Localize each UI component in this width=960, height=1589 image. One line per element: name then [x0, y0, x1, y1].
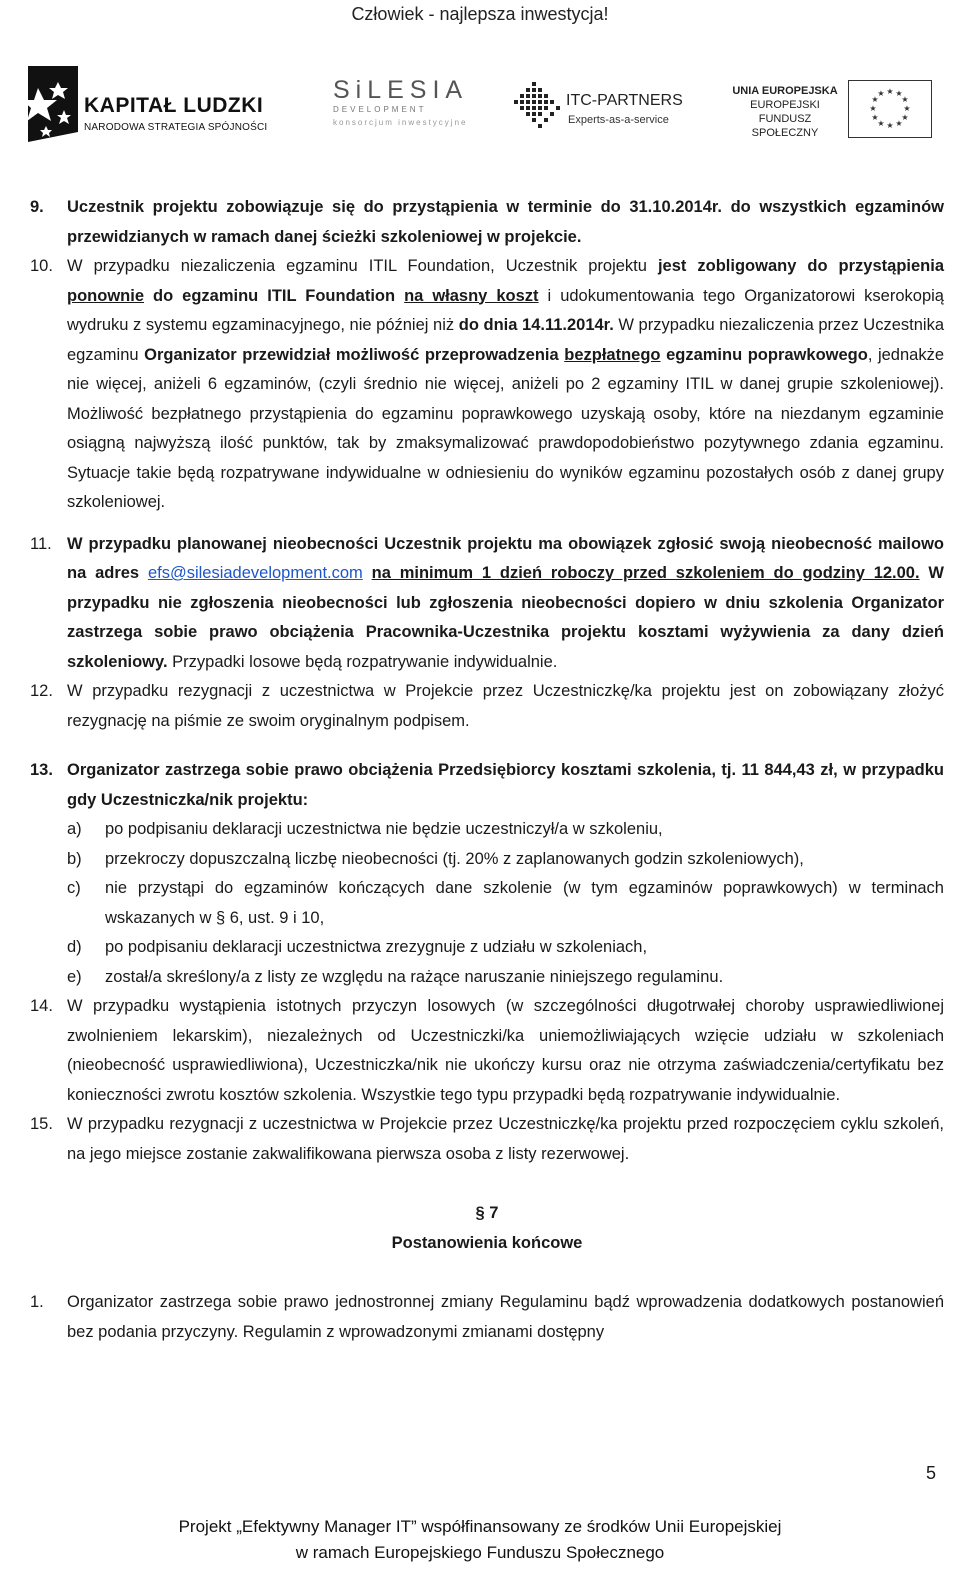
- text-segment: i udokumentowania tego Organizatorowi kserokopią wydruku z systemu egzaminacyjnego, nie później niż: [67, 286, 944, 334]
- footer-line2: w ramach Europejskiego Funduszu Społecznego: [295, 1543, 665, 1562]
- paragraph-number: 14.: [30, 997, 53, 1015]
- section-number: § 7: [475, 1204, 499, 1222]
- page-number: 5: [926, 1463, 937, 1483]
- page-header-title: Człowiek - najlepsza inwestycja!: [351, 4, 609, 24]
- underlined-bold-segment: na własny koszt: [404, 286, 539, 305]
- list-item-text: przekroczy dopuszczalną liczbę nieobecności (tj. 20% z zaplanowanych godzin szkoleniowych),: [105, 849, 804, 868]
- paragraph-text: W przypadku rezygnacji z uczestnictwa w Projekcie przez Uczestniczkę/ka projektu jest on zobowiązany złożyć rezygnację na piśmie ze swoim oryginalnym podpisem.: [67, 682, 944, 730]
- paragraph-10: [30, 252, 944, 518]
- list-item-text: po podpisaniu deklaracji uczestnictwa nie będzie uczestniczył/a w szkoleniu,: [105, 820, 663, 838]
- svg-text:★: ★: [903, 104, 911, 113]
- paragraph-text: W przypadku rezygnacji z uczestnictwa w Projekcie przez Uczestniczkę/ka projektu przed rozpoczęciem cyklu szkoleń, na jego miejsce zostanie zakwalifikowana pierwsza osoba z listy rezerwowej.: [67, 1115, 944, 1163]
- list-item-text: po podpisaniu deklaracji uczestnictwa zrezygnuje z udziału w szkoleniach,: [105, 938, 648, 956]
- footer-line1: Projekt „Efektywny Manager IT” współfinansowany ze środków Unii Europejskiej: [178, 1517, 782, 1536]
- bold-segment: do egzaminu ITIL Foundation: [144, 286, 405, 305]
- svg-text:★: ★: [877, 119, 885, 128]
- list-item-label: d): [67, 938, 82, 956]
- bold-segment: Organizator przewidział możliwość przeprowadzenia: [144, 345, 565, 364]
- list-item: [67, 874, 944, 933]
- itc-partners-logo: [510, 78, 710, 138]
- itc-grid-icon: [510, 80, 564, 132]
- logo-bar: [0, 62, 960, 152]
- paragraph-number: 12.: [30, 682, 53, 700]
- text-segment: W przypadku niezaliczenia egzaminu ITIL Foundation, Uczestnik projektu: [67, 257, 658, 275]
- list-item: [67, 933, 944, 963]
- itc-subtitle: Experts-as-a-service: [568, 114, 669, 126]
- email-link[interactable]: efs@silesiadevelopment.com: [147, 564, 363, 582]
- paragraph-number: 11.: [30, 534, 52, 553]
- text-segment: W przypadku niezaliczenia przez Uczestnika egzaminu: [67, 316, 945, 364]
- itc-title: ITC-PARTNERS: [566, 92, 683, 109]
- svg-text:★: ★: [871, 113, 879, 122]
- svg-text:★: ★: [877, 89, 885, 98]
- underlined-bold-segment: na minimum 1 dzień roboczy przed szkoleniem do godziny 12.00.: [371, 564, 920, 582]
- page-footer: [0, 1514, 960, 1566]
- paragraph-text: W przypadku wystąpienia istotnych przyczyn losowych (w szczególności długotrwałej choroby usprawiedliwionej zwolnieniem lekarskim), niezależnych od Uczestniczki/ka uniemożliwiających wzięcie udziału w szkoleniach (nieobecność usprawiedliwiona), Uczestniczka/nik nie ukończy kursu oraz nie otrzyma zaświadczenia/certyfikatu bez konieczności zwrotu kosztów szkolenia. Wszystkie tego typu przypadki będą rozpatrywanie indywidualnie.: [67, 997, 944, 1104]
- svg-text:★: ★: [869, 104, 877, 113]
- svg-text:★: ★: [871, 95, 879, 104]
- eu-flag-icon: [848, 80, 932, 138]
- svg-text:★: ★: [886, 121, 894, 130]
- bold-segment: do dnia 14.11.2014r.: [458, 316, 614, 334]
- bold-segment: jest zobligowany do przystąpienia: [657, 257, 944, 275]
- paragraph-number: 9.: [30, 198, 44, 216]
- eu-line2: EUROPEJSKI: [750, 99, 820, 111]
- svg-text:★: ★: [886, 87, 894, 96]
- svg-text:★: ★: [901, 95, 909, 104]
- paragraph-12: [30, 677, 944, 736]
- section-title: Postanowienia końcowe: [391, 1233, 583, 1252]
- silesia-subtitle: DEVELOPMENT: [333, 105, 427, 114]
- list-item-label: a): [67, 820, 82, 838]
- paragraph-13: [30, 756, 944, 992]
- silesia-tagline: konsorcjum inwestycyjne: [333, 118, 468, 127]
- svg-text:★: ★: [895, 89, 903, 98]
- bold-segment: Organizator zastrzega sobie prawo obciążenia Przedsiębiorcy kosztami szkolenia, tj. 11 844,43 zł, w przypadku gdy Uczestniczka/nik projektu:: [67, 761, 944, 809]
- bold-segment: W przypadku nie zgłoszenia nieobecności lub zgłoszenia nieobecności dopiero w dniu szkolenia Organizator zastrzega sobie prawo obciążenia Pracownika-Uczestnika projektu kosztami wyżywienia za dany dzień szkoleniowy.: [67, 564, 944, 671]
- list-item-label: c): [67, 879, 81, 897]
- list-item-label: e): [67, 967, 82, 986]
- paragraph-number: 10.: [30, 257, 53, 275]
- paragraph-9: [30, 193, 944, 252]
- underlined-bold-segment: bezpłatnego: [564, 345, 661, 364]
- silesia-logo: [333, 76, 473, 146]
- svg-text:★: ★: [895, 119, 903, 128]
- bold-segment: [363, 564, 372, 582]
- kapital-ludzki-emblem-icon: [24, 66, 82, 142]
- paragraph-number: 13.: [30, 761, 53, 779]
- text-segment: , jednakże nie więcej, aniżeli 6 egzaminów, (czyli średnio nie więcej, aniżeli po 2 egzaminy ITIL w danej grupie szkoleniowej). Możliwość bezpłatnego przystąpienia do egzaminu poprawkowego uzyskają osoby, które na niezdanym egzaminie osiągną najwyższą ilość punktów, tak by zmaksymalizować prawdopodobieństwo pozytywnego zdania egzaminu. Sytuacje takie będą rozpatrywane indywidualne w odniesieniu do wyników egzaminu pozostałych osób z danej grupy szkoleniowej.: [67, 345, 945, 511]
- list-item-label: b): [67, 849, 82, 868]
- eu-line3: FUNDUSZ SPOŁECZNY: [751, 113, 819, 139]
- paragraph-14: [30, 992, 944, 1110]
- silesia-title: SiLESIA: [333, 76, 469, 104]
- paragraph-text: Organizator zastrzega sobie prawo jednostronnej zmiany Regulaminu bądź wprowadzenia dodatkowych postanowień bez podania przyczyny. Regulamin z wprowadzonymi zmianami dostępny: [67, 1293, 944, 1341]
- paragraph-11: [30, 530, 944, 678]
- text-segment: Przypadki losowe będą rozpatrywanie indywidualnie.: [167, 652, 558, 671]
- document-body: [30, 193, 944, 1347]
- underlined-bold-segment: ponownie: [67, 286, 144, 305]
- paragraph-15: [30, 1110, 944, 1169]
- kapital-ludzki-logo: [24, 66, 274, 146]
- list-item: [67, 815, 944, 845]
- bold-segment: W przypadku planowanej nieobecności Uczestnik projektu ma obowiązek zgłosić swoją nieobecność mailowo na adres: [67, 534, 944, 582]
- list-item: [67, 845, 944, 875]
- section7-paragraph-1: [30, 1288, 944, 1347]
- svg-text:★: ★: [901, 113, 909, 122]
- bold-segment: egzaminu poprawkowego: [660, 345, 868, 364]
- list-item-text: został/a skreślony/a z listy ze względu na rażące naruszanie niniejszego regulaminu.: [105, 967, 724, 986]
- paragraph-number: 1.: [30, 1293, 44, 1311]
- list-item: [67, 963, 944, 993]
- kapital-ludzki-subtitle: NARODOWA STRATEGIA SPÓJNOŚCI: [84, 122, 268, 133]
- eu-text: [728, 84, 842, 140]
- paragraph-text: Uczestnik projektu zobowiązuje się do przystąpienia w terminie do 31.10.2014r. do wszystkich egzaminów przewidzianych w ramach danej ścieżki szkoleniowej w projekcie.: [67, 198, 944, 246]
- paragraph-number: 15.: [30, 1115, 53, 1133]
- eu-efs-logo: [728, 80, 938, 140]
- list-item-text: nie przystąpi do egzaminów kończących dane szkolenie (w tym egzaminów poprawkowych) w terminach wskazanych w § 6, ust. 9 i 10,: [105, 879, 944, 927]
- kapital-ludzki-title: KAPITAŁ LUDZKI: [84, 94, 264, 117]
- eu-line1: UNIA EUROPEJSKA: [732, 85, 838, 97]
